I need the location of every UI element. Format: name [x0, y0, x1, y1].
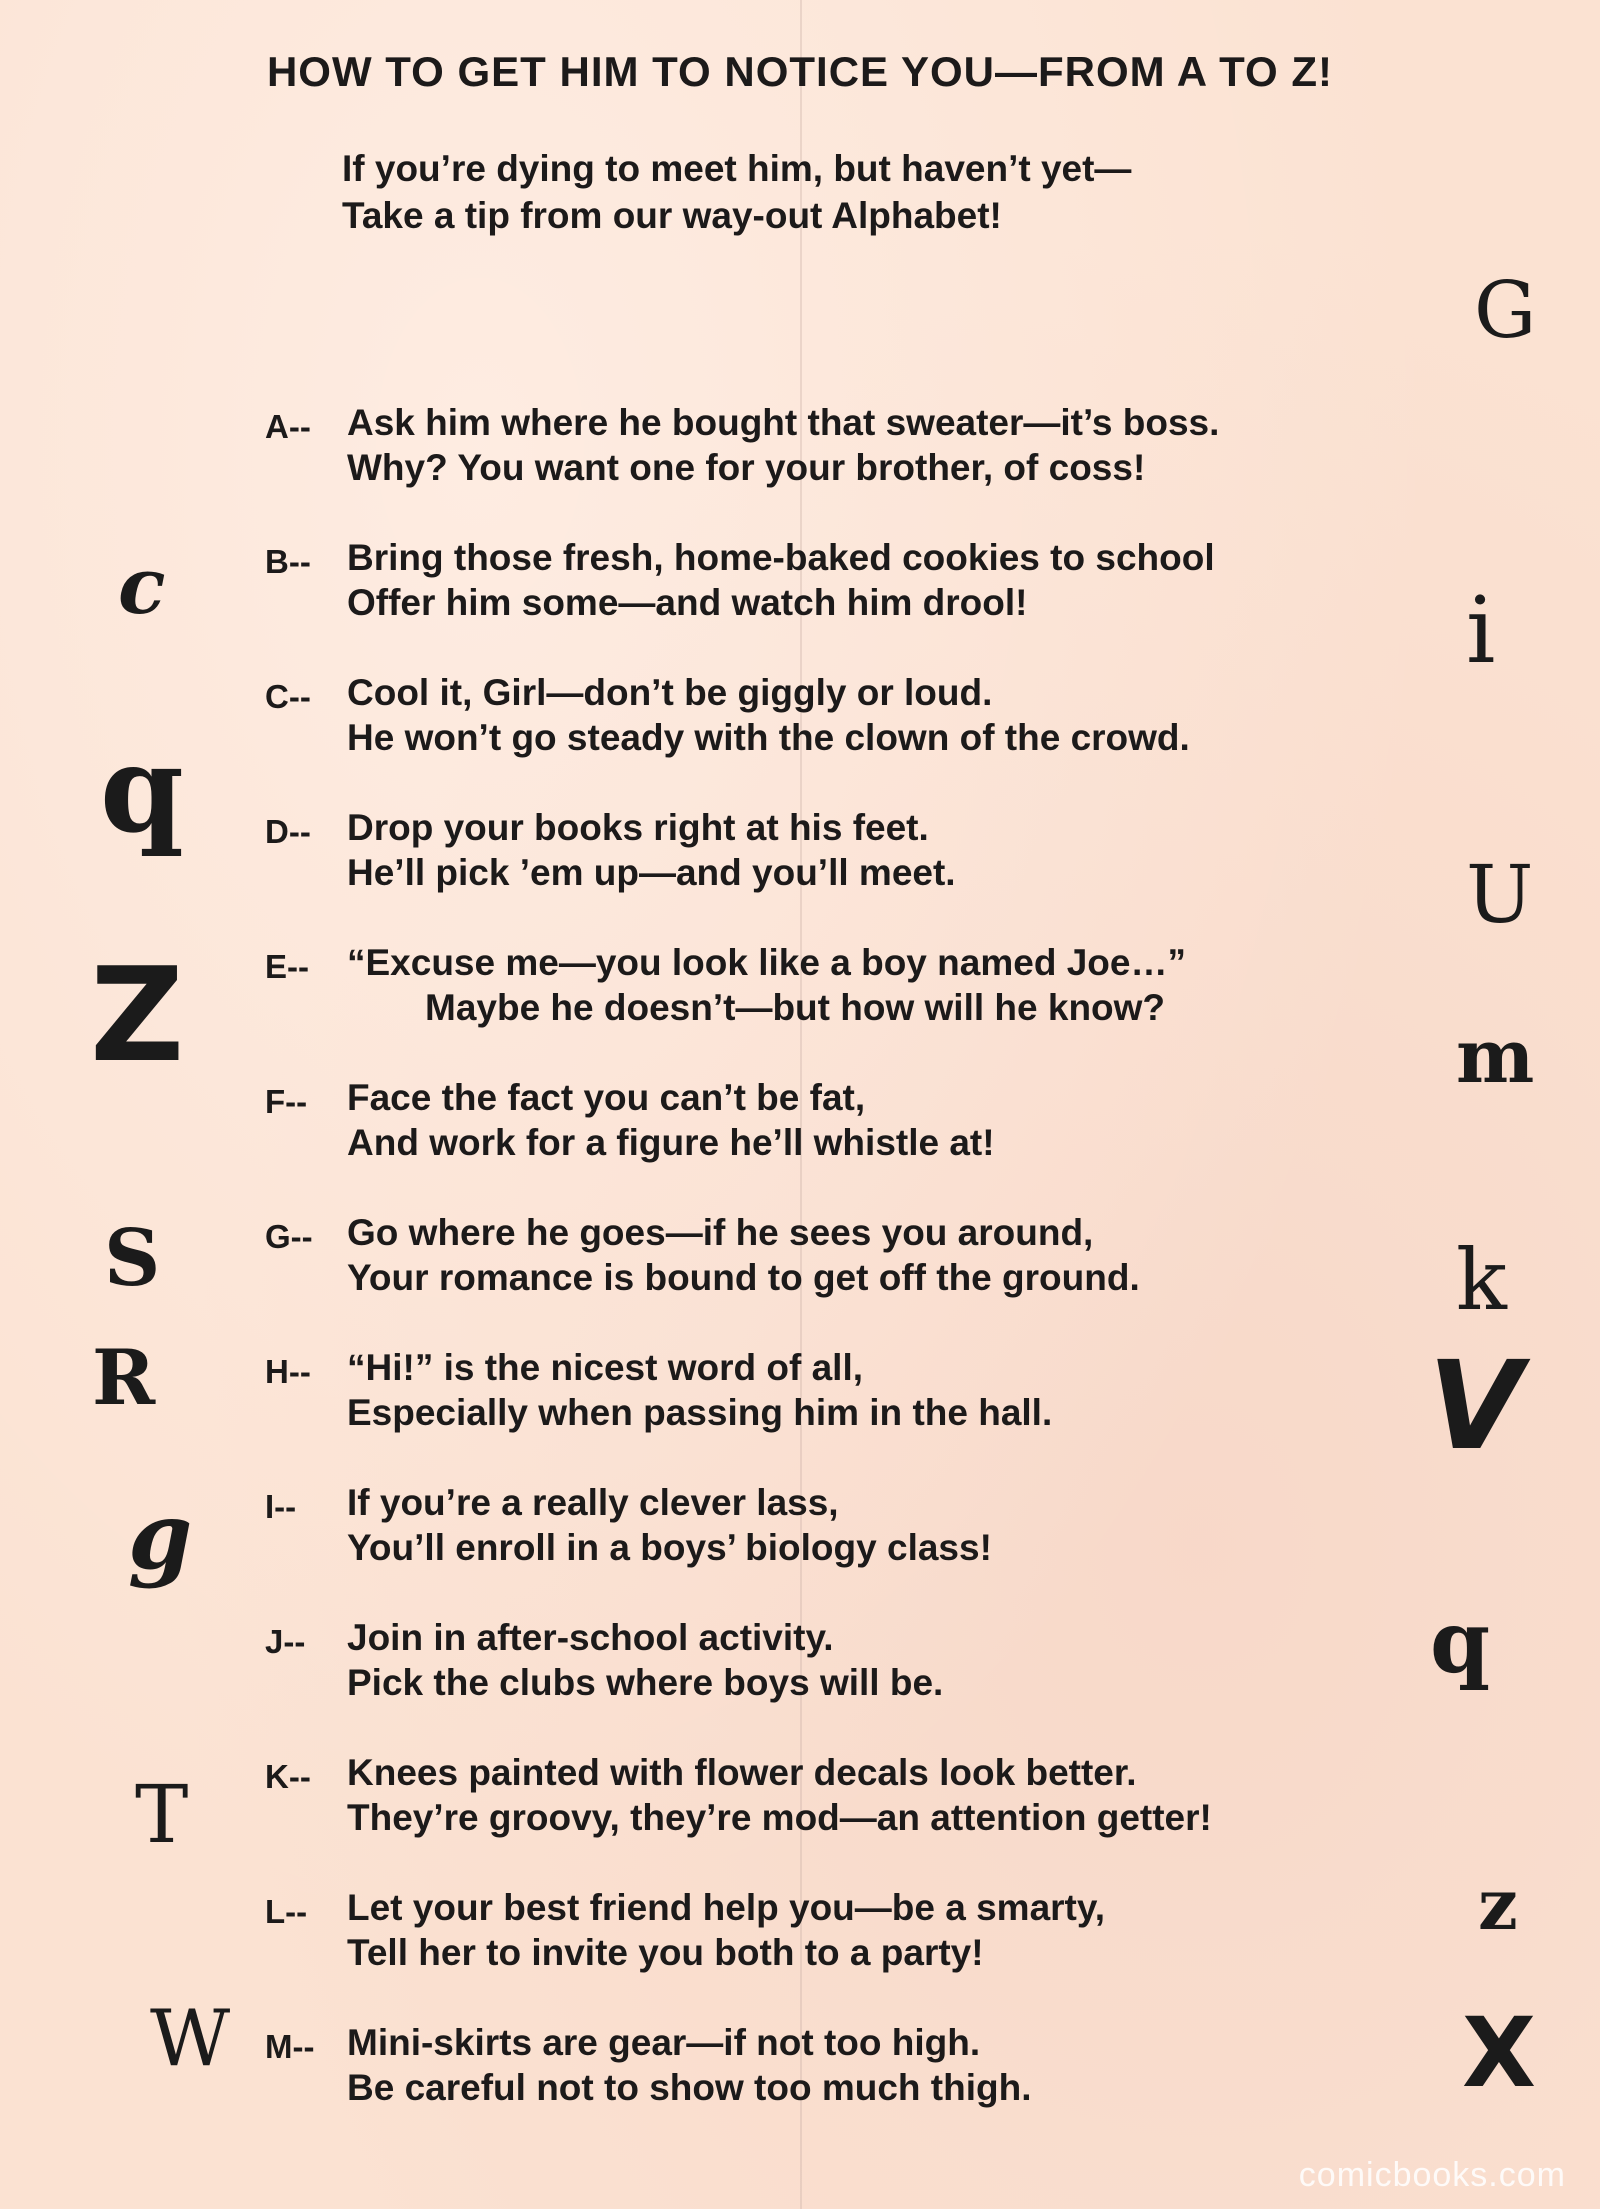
intro-line: Take a tip from our way-out Alphabet! — [342, 195, 1002, 236]
tip-line: Offer him some—and watch him drool! — [347, 582, 1028, 623]
tip-line: You’ll enroll in a boys’ biology class! — [347, 1527, 992, 1568]
tip-text — [347, 670, 1190, 760]
tip-text — [347, 2020, 1031, 2110]
tip-line: Your romance is bound to get off the ground. — [347, 1257, 1140, 1298]
decorative-letter: z — [1478, 1863, 1518, 1946]
tips-list — [265, 400, 1219, 2155]
tip-text — [347, 1075, 995, 1165]
tip-line: Maybe he doesn’t—but how will he know? — [425, 987, 1166, 1028]
tip-line: Cool it, Girl—don’t be giggly or loud. — [347, 672, 993, 713]
decorative-letter: g — [128, 1482, 193, 1590]
tip-line: “Excuse me—you look like a boy named Joe…” — [347, 942, 1186, 983]
tip-letter: H-- — [265, 1353, 311, 1390]
tip-line: Mini-skirts are gear—if not too high. — [347, 2022, 981, 2063]
decorative-letter: R — [92, 1333, 156, 1422]
tip-item — [265, 1210, 1219, 1345]
decorative-letter: Z — [90, 939, 185, 1091]
decorative-letter: T — [135, 1768, 189, 1861]
tip-line: Go where he goes—if he sees you around, — [347, 1212, 1094, 1253]
decorative-letter: q — [1430, 1592, 1491, 1693]
tip-item — [265, 1885, 1219, 2020]
tip-item — [265, 1615, 1219, 1750]
tip-text — [347, 400, 1219, 490]
tip-text — [347, 1750, 1212, 1840]
tip-item — [265, 1750, 1219, 1885]
tip-item — [265, 670, 1219, 805]
tip-line: Be careful not to show too much thigh. — [347, 2067, 1032, 2108]
tip-line: Tell her to invite you both to a party! — [347, 1932, 984, 1973]
tip-text — [347, 1615, 943, 1705]
tip-line: Face the fact you can’t be fat, — [347, 1077, 866, 1118]
decorative-letter: i — [1466, 577, 1496, 684]
tip-line: “Hi!” is the nicest word of all, — [347, 1347, 864, 1388]
tip-item — [265, 535, 1219, 670]
tip-text — [347, 940, 1186, 1030]
tip-line: Especially when passing him in the hall. — [347, 1392, 1053, 1433]
tip-letter: B-- — [265, 543, 311, 580]
tip-text — [347, 1210, 1140, 1300]
tip-line: If you’re a really clever lass, — [347, 1482, 839, 1523]
tip-letter: F-- — [265, 1083, 308, 1120]
watermark: comicbooks.com — [1298, 2156, 1566, 2194]
tip-item — [265, 805, 1219, 940]
decorative-letter: S — [104, 1213, 161, 1304]
tip-item — [265, 400, 1219, 535]
tip-line: Ask him where he bought that sweater—it’s boss. — [347, 402, 1220, 443]
decorative-letter: X — [1462, 1997, 1537, 2109]
decorative-letter: G — [1474, 266, 1537, 356]
tip-letter: G-- — [265, 1218, 313, 1255]
tip-line: Why? You want one for your brother, of coss! — [347, 447, 1146, 488]
tip-item — [265, 940, 1219, 1075]
decorative-letter: q — [100, 719, 184, 860]
tip-line: He’ll pick ’em up—and you’ll meet. — [347, 852, 956, 893]
tip-letter: L-- — [265, 1893, 308, 1930]
intro — [342, 145, 1131, 239]
tip-line: He won’t go steady with the clown of the crowd. — [347, 717, 1190, 758]
tip-item — [265, 2020, 1219, 2155]
intro-line: If you’re dying to meet him, but haven’t yet— — [342, 148, 1132, 189]
tip-letter: J-- — [265, 1623, 306, 1660]
tip-text — [347, 1345, 1052, 1435]
tip-item — [265, 1345, 1219, 1480]
decorative-letter: c — [118, 541, 166, 632]
tip-line: Pick the clubs where boys will be. — [347, 1662, 944, 1703]
page-title: HOW TO GET HIM TO NOTICE YOU—FROM A TO Z! — [266, 48, 1334, 95]
decorative-letter: U — [1466, 848, 1534, 941]
tip-line: And work for a figure he’ll whistle at! — [347, 1122, 995, 1163]
tip-text — [347, 805, 956, 895]
tip-letter: A-- — [265, 408, 311, 445]
tip-letter: C-- — [265, 678, 311, 715]
decorative-letter: V — [1428, 1335, 1523, 1477]
tip-item — [265, 1480, 1219, 1615]
tip-line: Drop your books right at his feet. — [347, 807, 929, 848]
tip-text — [347, 535, 1215, 625]
tip-line: Let your best friend help you—be a smarty, — [347, 1887, 1105, 1928]
decorative-letter: m — [1456, 1014, 1535, 1100]
decorative-letter: k — [1456, 1231, 1507, 1329]
tip-letter: I-- — [265, 1488, 297, 1525]
tip-letter: K-- — [265, 1758, 311, 1795]
tip-letter: M-- — [265, 2028, 315, 2065]
tip-item — [265, 1075, 1219, 1210]
tip-line: Join in after-school activity. — [347, 1617, 834, 1658]
tip-text — [347, 1480, 992, 1570]
tip-letter: E-- — [265, 948, 309, 985]
tip-line: Bring those fresh, home-baked cookies to school — [347, 537, 1215, 578]
tip-letter: D-- — [265, 813, 311, 850]
tip-line: They’re groovy, they’re mod—an attention getter! — [347, 1797, 1212, 1838]
tip-line: Knees painted with flower decals look better. — [347, 1752, 1137, 1793]
decorative-letter: W — [150, 1994, 231, 2084]
tip-text — [347, 1885, 1105, 1975]
